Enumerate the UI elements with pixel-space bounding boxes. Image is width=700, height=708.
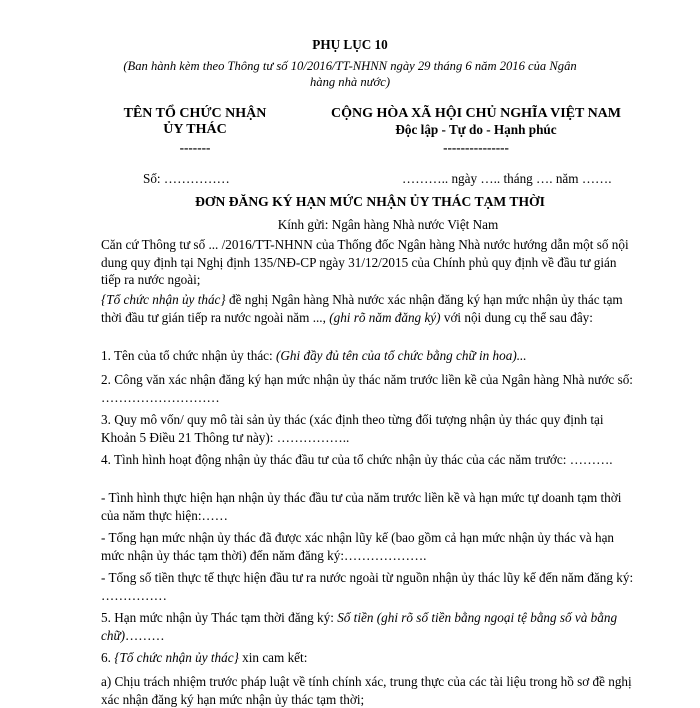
item-4-subitem-c: - Tổng số tiền thực tế thực hiện đầu tư ra nước ngoài từ nguồn nhận ủy thác lũy kế đến năm đăng ký: ……………: [101, 570, 634, 603]
item-3: 3. Quy mô vốn/ quy mô tài sản ủy thác (xác định theo từng đối tượng nhận ủy thác quy định tại Khoản 5 Điều 21 Thông tư này): ……………..: [101, 412, 604, 445]
item-6-organization-placeholder: {Tổ chức nhận ủy thác}: [114, 650, 239, 665]
item-5: [101, 609, 637, 644]
paragraph-request: [101, 291, 637, 326]
item-1-instruction: (Ghi đầy đủ tên của tổ chức bằng chữ in hoa)...: [276, 348, 527, 363]
left-divider: -------: [179, 140, 211, 155]
item-4-subitem-a: - Tình hình thực hiện hạn nhận ủy thác đầu tư của năm trước liền kề và hạn mức tự doanh tạm thời của năm thực hiện:……: [101, 490, 622, 523]
national-motto: Độc lập - Tự do - Hạnh phúc: [395, 122, 557, 137]
national-title: CỘNG HÒA XÃ HỘI CHỦ NGHĨA VIỆT NAM: [330, 106, 621, 121]
item-1: [101, 347, 637, 365]
registration-year-note: (ghi rõ năm đăng ký): [329, 309, 441, 325]
item-4-subitem-b: - Tổng hạn mức nhận ủy thác đã được xác nhận lũy kế (bao gồm cả hạn mức nhận ủy thác và hạn mức nhận ủy thác tạm thời) đến năm đăng ký:……………….: [101, 530, 615, 563]
appendix-subtitle-line1: (Ban hành kèm theo Thông tư số 10/2016/TT-NHNN ngày 29 tháng 6 năm 2016 của Ngân: [123, 59, 577, 73]
request-text-2: với nội dung cụ thể sau đây:: [440, 309, 593, 325]
form-title: ĐƠN ĐĂNG KÝ HẠN MỨC NHẬN ỦY THÁC TẠM THỜI: [195, 194, 545, 209]
organization-placeholder: {Tổ chức nhận ủy thác}: [101, 292, 226, 307]
document-date: ……….. ngày ….. tháng …. năm …….: [402, 171, 612, 186]
request-text-1: đề nghị Ngân hàng Nhà nước xác nhận đăng ký hạn mức nhận ủy thác tạm thời đầu tư gián tiếp ra nước ngoài năm ...,: [101, 292, 623, 325]
appendix-title: PHỤ LỤC 10: [312, 37, 388, 52]
item-4: 4. Tình hình hoạt động nhận ủy thác đầu tư của tổ chức nhận ủy thác của các năm trước: ……….: [101, 452, 613, 467]
item-5-instruction: Số tiền (ghi rõ số tiền bằng ngoại tệ bằng số và bằng chữ): [101, 610, 618, 643]
item-6-subitem-a: a) Chịu trách nhiệm trước pháp luật về tính chính xác, trung thực của các tài liệu trong hồ sơ đề nghị xác nhận đăng ký hạn mức nhận ủy thác tạm thời;: [101, 674, 632, 707]
item-5-label: 5. Hạn mức nhận ủy Thác tạm thời đăng ký:: [101, 610, 338, 625]
item-6-prefix: 6.: [101, 650, 115, 665]
paragraph-basis: Căn cứ Thông tư số ... /2016/TT-NHNN của Thống đốc Ngân hàng Nhà nước hướng dẫn một số nội dung quy định tại Nghị định 135/NĐ-CP ngày 31/12/2015 của Chính phủ quy định về đầu tư gián tiếp ra nước ngoài;: [101, 237, 629, 287]
organization-name-line2: ỦY THÁC: [163, 122, 227, 137]
recipient: Kính gửi: Ngân hàng Nhà nước Việt Nam: [277, 217, 499, 232]
appendix-subtitle-line2: hàng nhà nước): [309, 75, 391, 89]
document-number: Số: ……………: [143, 171, 230, 186]
right-divider: ---------------: [443, 140, 509, 155]
item-1-label: 1. Tên của tổ chức nhận ủy thác:: [101, 348, 276, 363]
item-6: [101, 649, 637, 667]
item-6-text: xin cam kết:: [238, 650, 308, 665]
item-2: 2. Công văn xác nhận đăng ký hạn mức nhận ủy thác năm trước liền kề của Ngân hàng Nhà nước số: ………………………: [101, 372, 633, 405]
item-5-tail: ………: [125, 627, 165, 643]
organization-name-line1: TÊN TỔ CHỨC NHẬN: [123, 106, 267, 121]
